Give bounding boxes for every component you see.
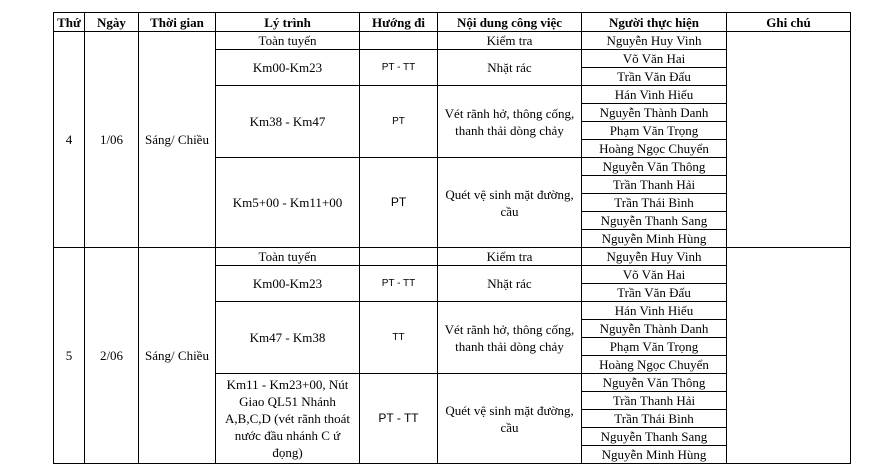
cell-nguoi: Võ Văn Hai [582, 50, 727, 68]
cell-nguoi: Trần Thái Bình [582, 410, 727, 428]
cell-thu: 4 [54, 32, 85, 248]
cell-nguoi: Nguyễn Minh Hùng [582, 446, 727, 464]
cell-nguoi: Trần Văn Đấu [582, 284, 727, 302]
cell-huong-di: TT [360, 302, 438, 374]
cell-nguoi: Hán Vinh Hiếu [582, 302, 727, 320]
cell-nguoi: Nguyễn Văn Thông [582, 374, 727, 392]
cell-ghi-chu [727, 248, 851, 464]
cell-noi-dung: Quét vệ sinh mặt đường, cầu [438, 374, 582, 464]
table-row [54, 248, 851, 266]
cell-huong-di [360, 32, 438, 50]
cell-noi-dung: Kiểm tra [438, 248, 582, 266]
cell-thoi-gian: Sáng/ Chiều [139, 32, 216, 248]
cell-nguoi: Nguyễn Thanh Sang [582, 212, 727, 230]
cell-ly-trinh: Toàn tuyến [216, 248, 360, 266]
cell-ly-trinh: Km11 - Km23+00, Nút Giao QL51 Nhánh A,B,C,D (vét rãnh thoát nước đầu nhánh C ứ đọng) [216, 374, 360, 464]
header-row [54, 13, 851, 32]
cell-nguoi: Nguyễn Thanh Sang [582, 428, 727, 446]
cell-ly-trinh: Km00-Km23 [216, 50, 360, 86]
cell-ngay: 2/06 [85, 248, 139, 464]
col-header-huong-di: Hướng đi [360, 13, 438, 32]
cell-ly-trinh: Toàn tuyến [216, 32, 360, 50]
cell-nguoi: Phạm Văn Trọng [582, 338, 727, 356]
cell-ghi-chu [727, 32, 851, 248]
cell-nguoi: Võ Văn Hai [582, 266, 727, 284]
col-header-thu: Thứ [54, 13, 85, 32]
col-header-ly-trinh: Lý trình [216, 13, 360, 32]
cell-ly-trinh: Km38 - Km47 [216, 86, 360, 158]
cell-nguoi: Nguyễn Huy Vinh [582, 248, 727, 266]
cell-huong-di: PT - TT [360, 266, 438, 302]
cell-nguoi: Trần Văn Đấu [582, 68, 727, 86]
work-schedule-table [53, 12, 851, 464]
cell-nguoi: Hoàng Ngọc Chuyển [582, 356, 727, 374]
cell-ly-trinh: Km00-Km23 [216, 266, 360, 302]
col-header-thoi-gian: Thời gian [139, 13, 216, 32]
cell-nguoi: Hoàng Ngọc Chuyển [582, 140, 727, 158]
cell-ly-trinh: Km5+00 - Km11+00 [216, 158, 360, 248]
cell-huong-di: PT - TT [360, 50, 438, 86]
cell-noi-dung: Quét vệ sinh mặt đường, cầu [438, 158, 582, 248]
cell-thoi-gian: Sáng/ Chiều [139, 248, 216, 464]
col-header-nguoi: Người thực hiện [582, 13, 727, 32]
cell-nguoi: Nguyễn Thành Danh [582, 104, 727, 122]
cell-nguoi: Nguyễn Thành Danh [582, 320, 727, 338]
cell-noi-dung: Vét rãnh hở, thông cống, thanh thải dòng chảy [438, 86, 582, 158]
cell-ngay: 1/06 [85, 32, 139, 248]
cell-nguoi: Trần Thanh Hải [582, 392, 727, 410]
cell-huong-di: PT [360, 158, 438, 248]
cell-nguoi: Phạm Văn Trọng [582, 122, 727, 140]
cell-nguoi: Hán Vinh Hiếu [582, 86, 727, 104]
cell-nguoi: Trần Thái Bình [582, 194, 727, 212]
table-row [54, 32, 851, 50]
cell-thu: 5 [54, 248, 85, 464]
col-header-ghi-chu: Ghi chú [727, 13, 851, 32]
cell-noi-dung: Vét rãnh hở, thông cống, thanh thải dòng chảy [438, 302, 582, 374]
cell-huong-di: PT [360, 86, 438, 158]
cell-noi-dung: Nhặt rác [438, 50, 582, 86]
col-header-ngay: Ngày [85, 13, 139, 32]
cell-huong-di: PT - TT [360, 374, 438, 464]
cell-nguoi: Trần Thanh Hải [582, 176, 727, 194]
cell-nguoi: Nguyễn Minh Hùng [582, 230, 727, 248]
cell-noi-dung: Nhặt rác [438, 266, 582, 302]
cell-nguoi: Nguyễn Văn Thông [582, 158, 727, 176]
cell-nguoi: Nguyễn Huy Vinh [582, 32, 727, 50]
cell-huong-di [360, 248, 438, 266]
col-header-noi-dung: Nội dung công việc [438, 13, 582, 32]
cell-noi-dung: Kiểm tra [438, 32, 582, 50]
cell-ly-trinh: Km47 - Km38 [216, 302, 360, 374]
